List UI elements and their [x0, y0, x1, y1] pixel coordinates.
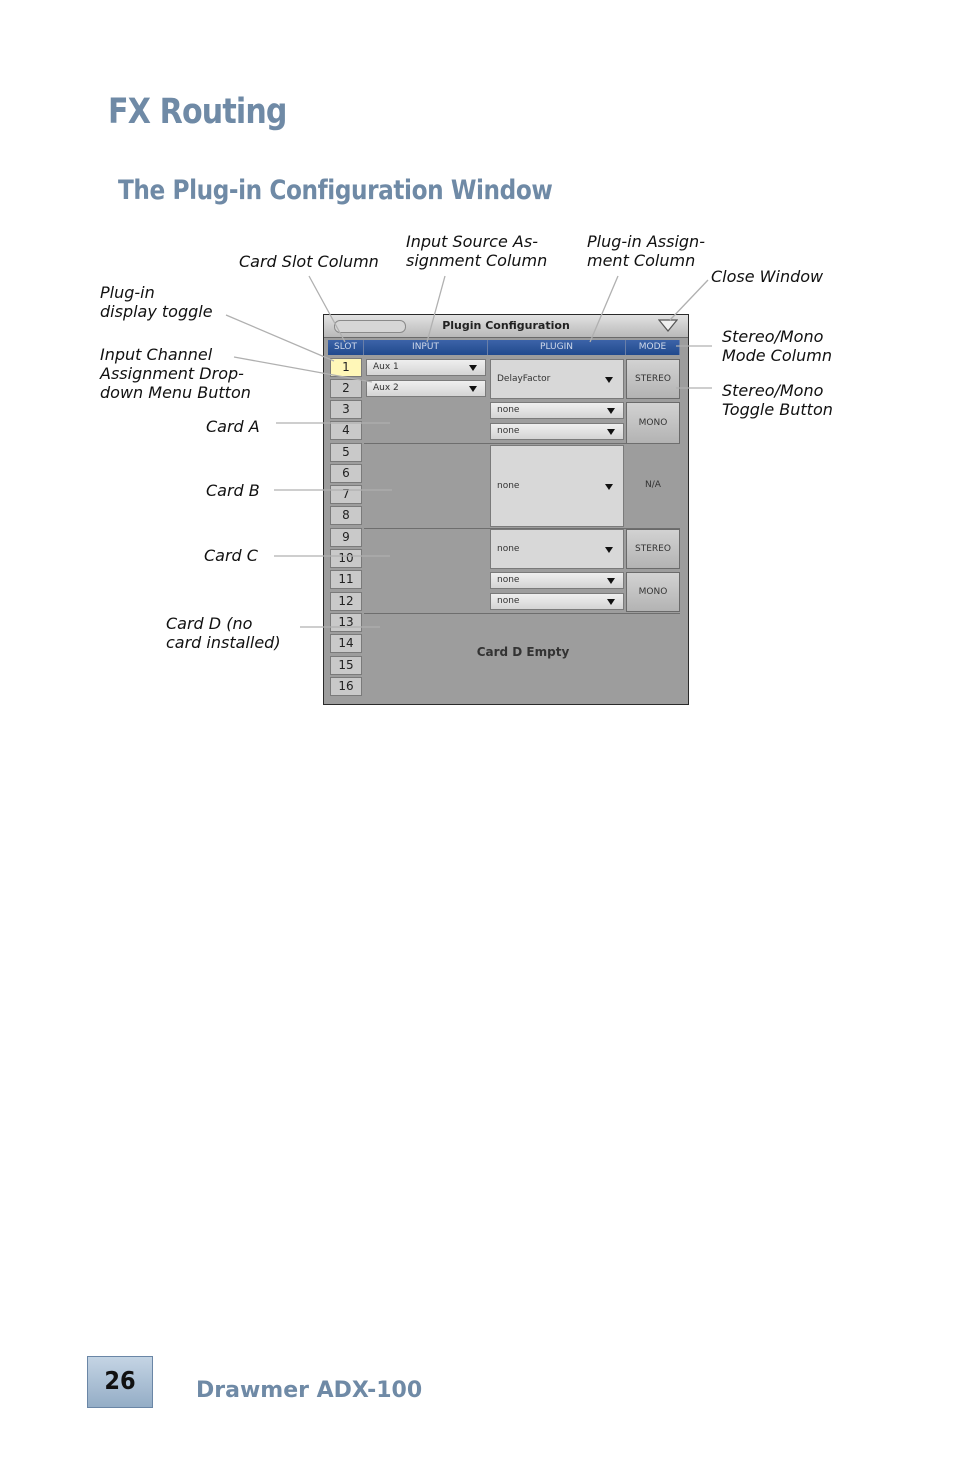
leader-plugin-display-toggle [226, 315, 334, 361]
plugin-dropdown-value: none [497, 544, 520, 554]
leader-close-window [670, 280, 708, 320]
callout-input-source-column: Input Source As- signment Column [406, 232, 548, 270]
callout-card-slot-column: Card Slot Column [239, 252, 379, 271]
page-number-box [87, 1356, 153, 1408]
callout-stereo-mono-mode-column: Stereo/Mono Mode Column [722, 327, 832, 365]
window-title: Plugin Configuration [442, 319, 570, 332]
header-input: INPUT [364, 340, 488, 355]
slot-12[interactable]: 12 [330, 592, 362, 611]
slot-3[interactable]: 3 [330, 400, 362, 419]
card-d-empty-label: Card D Empty [476, 645, 570, 659]
slot-5[interactable]: 5 [330, 443, 362, 462]
callout-card-c: Card C [204, 546, 258, 565]
slot-14[interactable]: 14 [330, 634, 362, 653]
mode-toggle-slot-1[interactable]: STEREO [626, 359, 680, 399]
mode-card-b: N/A [645, 480, 661, 490]
slot-15[interactable]: 15 [330, 656, 362, 675]
plugin-dropdown-value: none [497, 596, 520, 606]
footer-product-name: Drawmer ADX-100 [196, 1378, 423, 1403]
slot-11[interactable]: 11 [330, 570, 362, 589]
page-heading: FX Routing [108, 92, 287, 132]
slot-10[interactable]: 10 [330, 549, 362, 568]
input-dropdown-value: Aux 2 [373, 383, 399, 393]
slot-4[interactable]: 4 [330, 421, 362, 440]
slot-13[interactable]: 13 [330, 613, 362, 632]
callout-card-b: Card B [206, 481, 260, 500]
callout-stereo-mono-toggle-button: Stereo/Mono Toggle Button [722, 381, 833, 419]
mode-toggle-slot-11[interactable]: MONO [626, 572, 680, 612]
callout-input-channel-dropdown: Input Channel Assignment Drop- down Menu Button [100, 345, 251, 402]
plugin-dropdown-value: none [497, 405, 520, 415]
leader-card-slot-column [309, 276, 345, 342]
slot-7[interactable]: 7 [330, 485, 362, 504]
plugin-dropdown-value: none [497, 481, 520, 491]
mode-toggle-slot-3[interactable]: MONO [626, 402, 680, 444]
plugin-dropdown-value: none [497, 575, 520, 585]
input-dropdown-value: Aux 1 [373, 362, 399, 372]
page-number: 26 [104, 1366, 136, 1395]
mode-toggle-slot-9[interactable]: STEREO [626, 529, 680, 569]
callout-plugin-display-toggle: Plug-in display toggle [100, 283, 213, 321]
slot-6[interactable]: 6 [330, 464, 362, 483]
header-mode: MODE [626, 340, 680, 355]
leader-plugin-assignment-column [590, 276, 618, 342]
leader-input-channel-dropdown [234, 357, 372, 382]
header-slot: SLOT [328, 340, 364, 355]
slot-16[interactable]: 16 [330, 677, 362, 696]
plugin-dropdown-value: DelayFactor [497, 374, 551, 384]
callout-plugin-assignment-column: Plug-in Assign- ment Column [587, 232, 705, 270]
plugin-dropdown-value: none [497, 426, 520, 436]
slot-9[interactable]: 9 [330, 528, 362, 547]
section-heading: The Plug-in Configuration Window [118, 175, 553, 206]
header-plugin: PLUGIN [488, 340, 626, 355]
callout-card-a: Card A [206, 417, 260, 436]
callout-close-window: Close Window [711, 267, 824, 286]
slot-8[interactable]: 8 [330, 506, 362, 525]
leader-input-source-column [427, 276, 445, 342]
slot-1[interactable]: 1 [330, 358, 362, 377]
slot-2[interactable]: 2 [330, 379, 362, 398]
callout-card-d: Card D (no card installed) [166, 614, 281, 652]
